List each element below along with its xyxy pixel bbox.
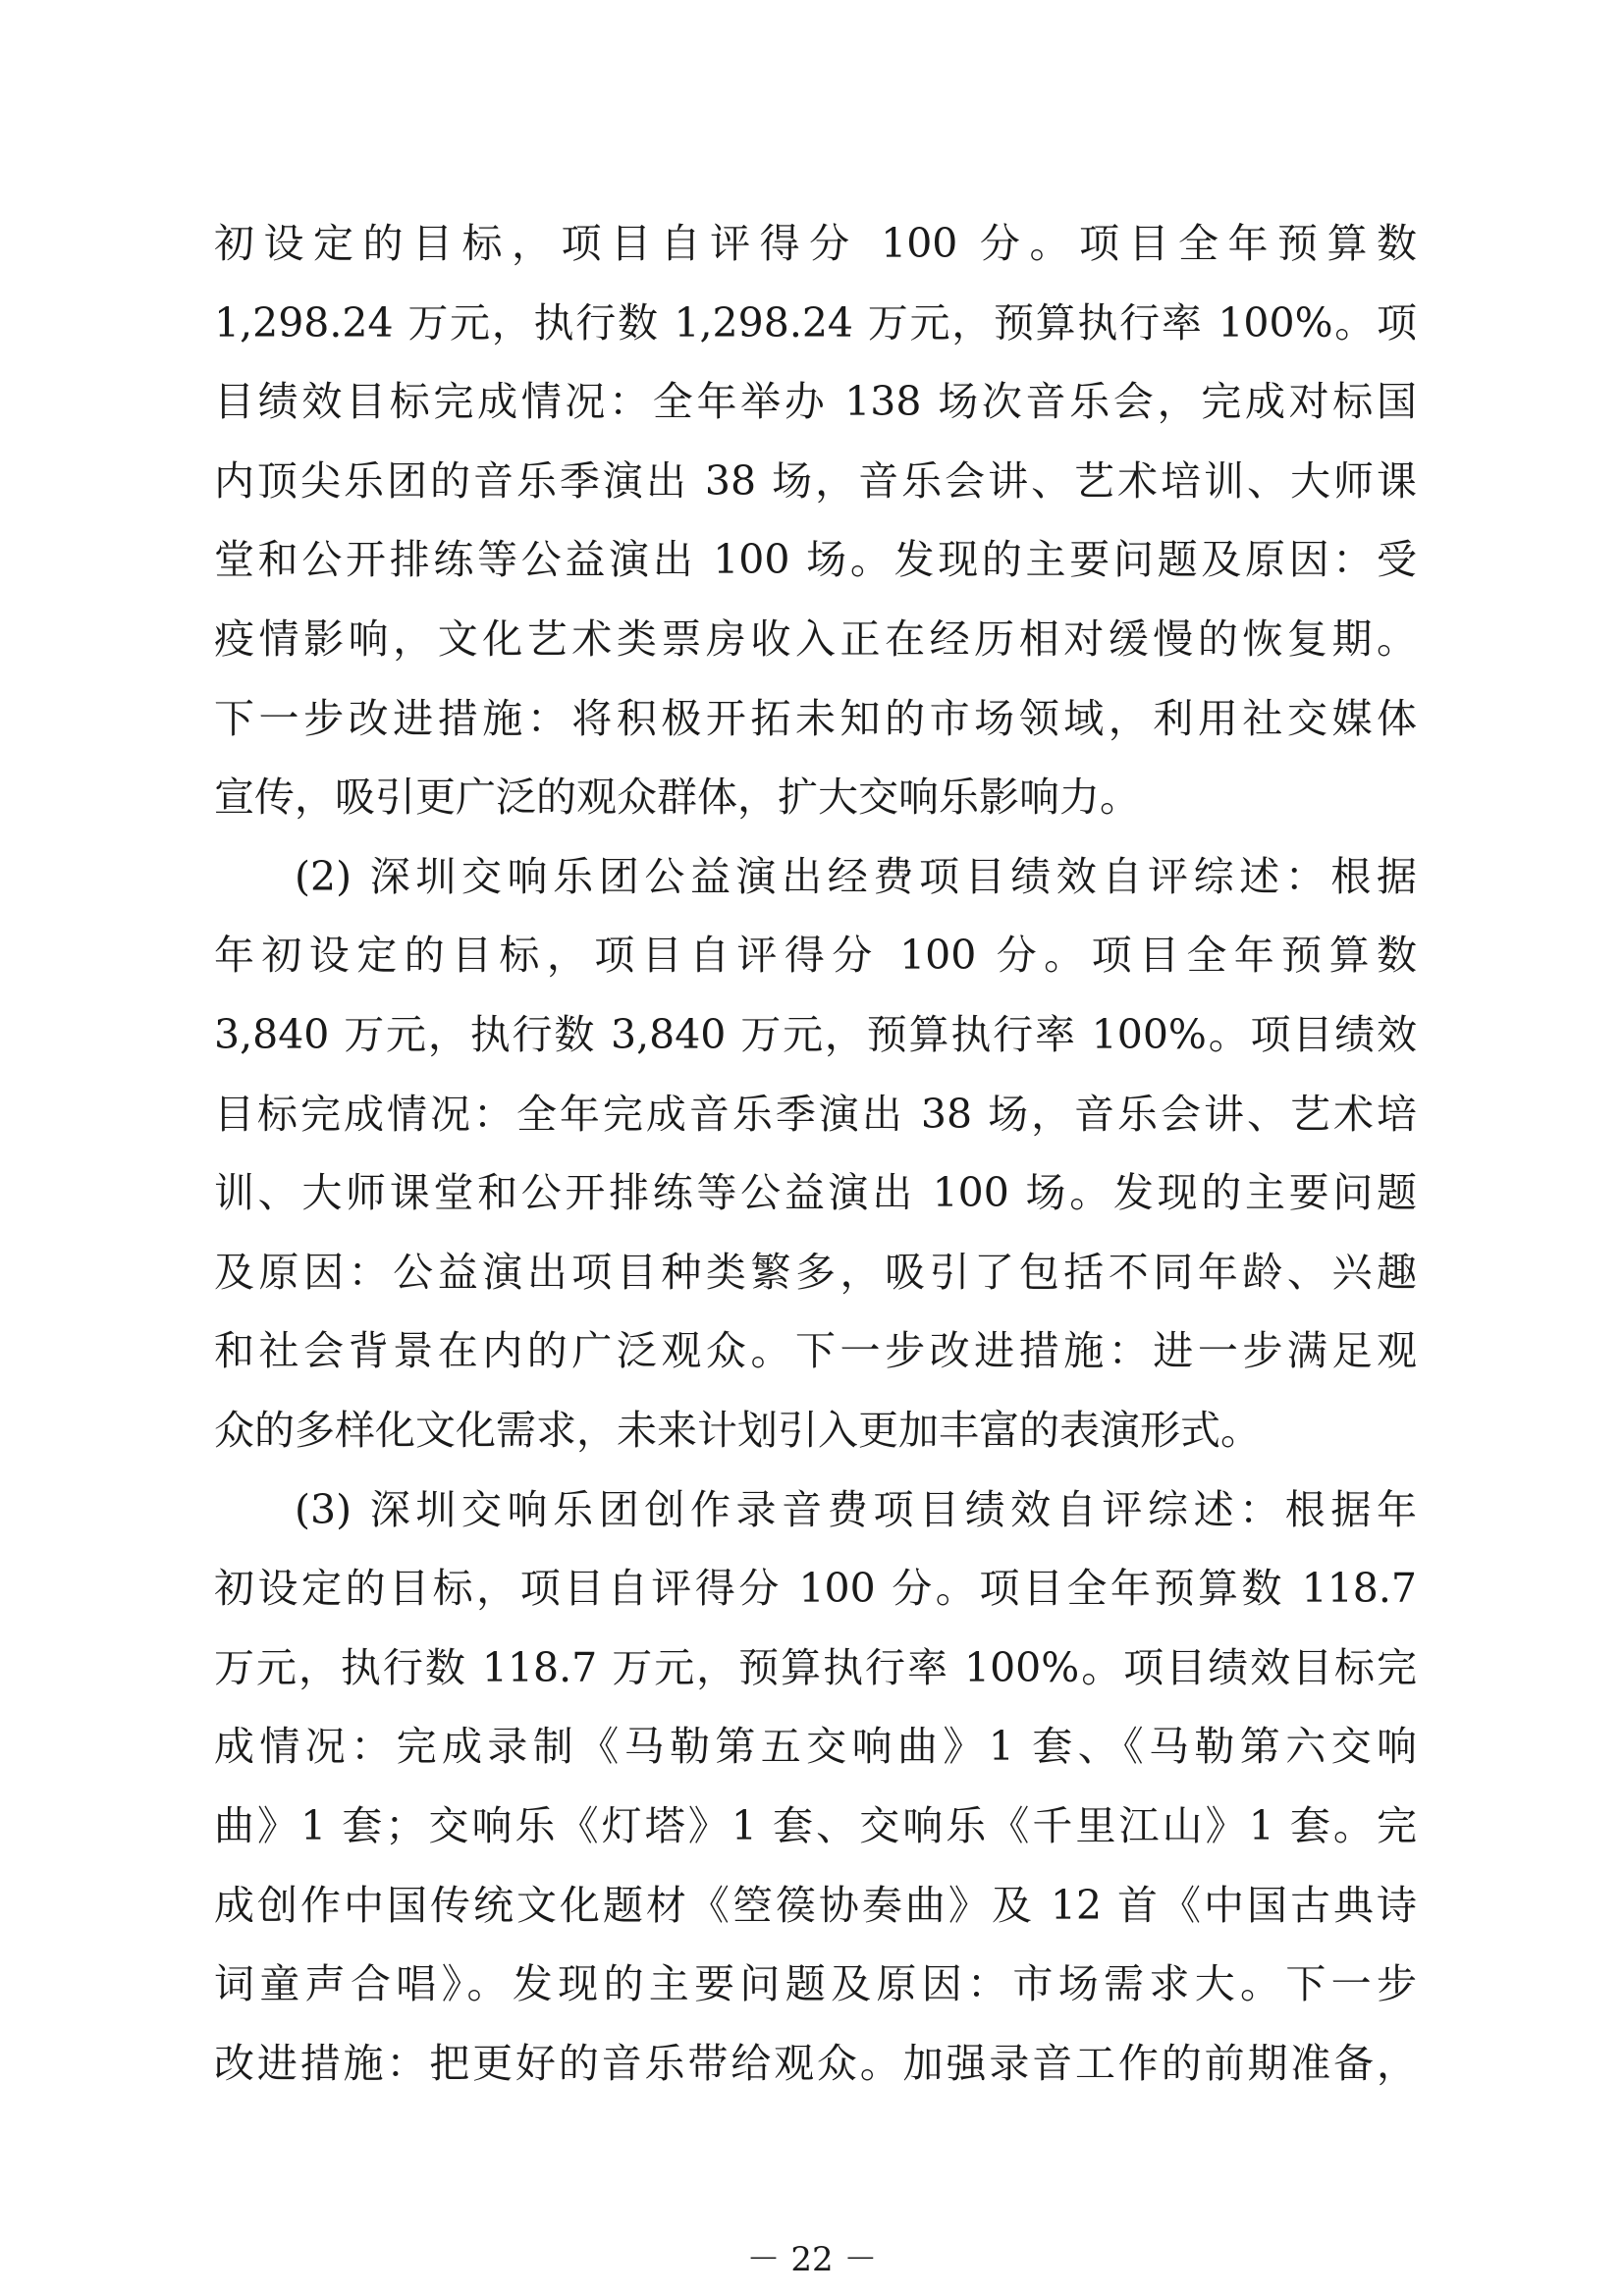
body-text-line: 3,840 万元，执行数 3,840 万元，预算执行率 100%。项目绩效 xyxy=(214,1011,1417,1058)
page-number: － 22 － xyxy=(746,2240,878,2279)
body-text-line: 改进措施：把更好的音乐带给观众。加强录音工作的前期准备， xyxy=(214,2040,1417,2087)
body-text-line: 众的多样化文化需求，未来计划引入更加丰富的表演形式。 xyxy=(214,1407,1261,1454)
body-text-line: 和社会背景在内的广泛观众。下一步改进措施：进一步满足观 xyxy=(214,1327,1417,1374)
body-text-line: 年初设定的目标，项目自评得分 100 分。项目全年预算数 xyxy=(214,932,1417,979)
body-text-line: 内顶尖乐团的音乐季演出 38 场，音乐会讲、艺术培训、大师课 xyxy=(214,457,1417,505)
body-text-line: 词童声合唱》。发现的主要问题及原因：市场需求大。下一步 xyxy=(214,1960,1417,2007)
body-text-line: 及原因：公益演出项目种类繁多，吸引了包括不同年龄、兴趣 xyxy=(214,1249,1417,1296)
body-text-line: 初设定的目标，项目自评得分 100 分。项目全年预算数 xyxy=(214,220,1417,267)
body-text-line: 初设定的目标，项目自评得分 100 分。项目全年预算数 118.7 xyxy=(214,1565,1417,1612)
paragraph-2-heading-line: (2) 深圳交响乐团公益演出经费项目绩效自评综述：根据 xyxy=(295,853,1417,900)
body-text-line: 堂和公开排练等公益演出 100 场。发现的主要问题及原因：受 xyxy=(214,536,1417,583)
paragraph-3-heading-line: (3) 深圳交响乐团创作录音费项目绩效自评综述：根据年 xyxy=(295,1486,1417,1533)
body-text-line: 1,298.24 万元，执行数 1,298.24 万元，预算执行率 100%。项 xyxy=(214,299,1417,347)
body-text-line: 成情况：完成录制《马勒第五交响曲》1 套、《马勒第六交响 xyxy=(214,1723,1417,1770)
body-text-line: 疫情影响，文化艺术类票房收入正在经历相对缓慢的恢复期。 xyxy=(214,615,1417,663)
body-text-line: 成创作中国传统文化题材《箜篌协奏曲》及 12 首《中国古典诗 xyxy=(214,1882,1417,1929)
body-text-line: 目绩效目标完成情况：全年举办 138 场次音乐会，完成对标国 xyxy=(214,378,1417,425)
body-text-line: 下一步改进措施：将积极开拓未知的市场领域，利用社交媒体 xyxy=(214,695,1417,742)
body-text-line: 曲》1 套；交响乐《灯塔》1 套、交响乐《千里江山》1 套。完 xyxy=(214,1802,1417,1849)
body-text-line: 万元，执行数 118.7 万元，预算执行率 100%。项目绩效目标完 xyxy=(214,1644,1417,1691)
body-text-line: 训、大师课堂和公开排练等公益演出 100 场。发现的主要问题 xyxy=(214,1169,1417,1216)
body-text-line: 宣传，吸引更广泛的观众群体，扩大交响乐影响力。 xyxy=(214,774,1140,821)
body-text-line: 目标完成情况：全年完成音乐季演出 38 场，音乐会讲、艺术培 xyxy=(214,1091,1417,1138)
